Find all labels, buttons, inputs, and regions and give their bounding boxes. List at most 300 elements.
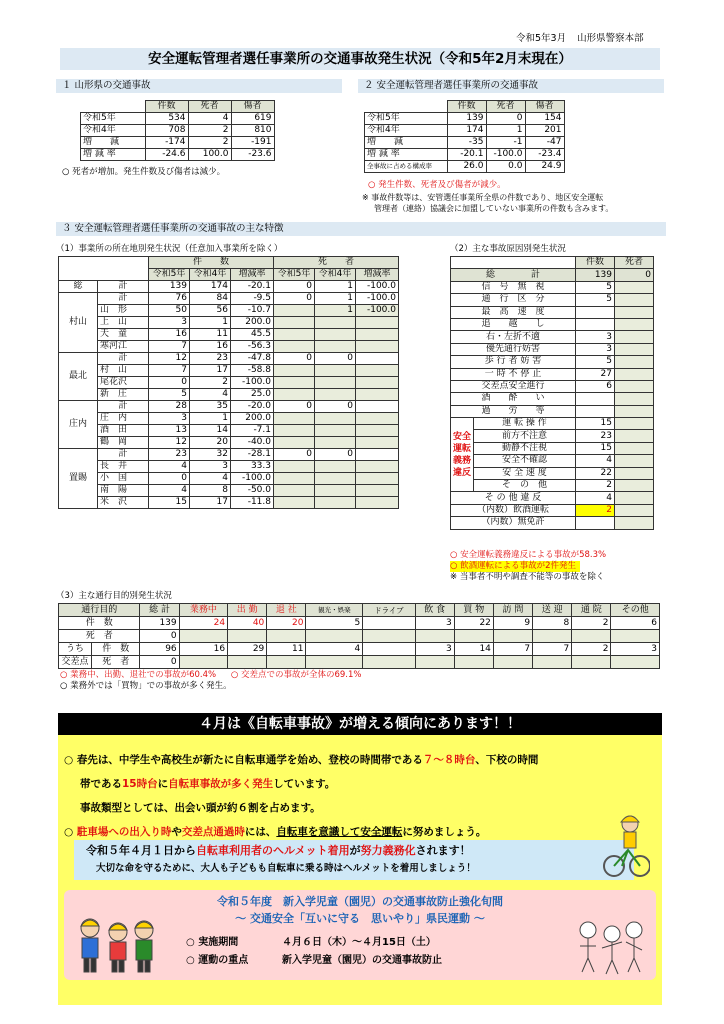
cell: 死者 xyxy=(615,257,654,269)
cause-note1: ○ 安全運転義務違反による事故が58.3% xyxy=(450,550,607,560)
cell: （内数）無免許 xyxy=(451,517,576,529)
cell: 計 xyxy=(98,353,149,365)
cell: 2 xyxy=(188,125,231,137)
campaign-details xyxy=(186,934,442,970)
table-row xyxy=(59,630,660,643)
cell xyxy=(356,401,399,413)
cell xyxy=(533,656,572,669)
cell xyxy=(356,377,399,389)
cell: 100.0 xyxy=(188,149,231,161)
cell: 200.0 xyxy=(231,413,274,425)
sec1-table xyxy=(80,100,275,161)
cell: 計 xyxy=(98,401,149,413)
table-row xyxy=(59,389,399,401)
table-row xyxy=(451,294,654,306)
cell: 長 井 xyxy=(98,461,149,473)
table-row xyxy=(59,317,399,329)
cell xyxy=(274,437,315,449)
cell: 自転車を意識して安全運転 xyxy=(276,826,403,838)
cell: 努力義務化 xyxy=(360,844,416,857)
cell: が xyxy=(349,844,361,857)
cell xyxy=(576,306,615,318)
cell: 一 時 不 停 止 xyxy=(451,368,576,380)
cell xyxy=(493,630,532,643)
cell: 計 xyxy=(98,281,149,293)
cell: 0 xyxy=(315,353,356,365)
cell: 件 数 xyxy=(59,617,140,630)
cell: 2 xyxy=(188,137,231,149)
cell: 15 xyxy=(576,418,615,430)
cell xyxy=(315,437,356,449)
table-row xyxy=(81,137,275,149)
cell: -100.0 xyxy=(356,281,399,293)
cell: 0 xyxy=(149,377,190,389)
cell: 28 xyxy=(149,401,190,413)
cell xyxy=(267,630,306,643)
table-row xyxy=(451,492,654,504)
cell: 0 xyxy=(140,656,179,669)
cell: 40 xyxy=(228,617,267,630)
cell: 4 xyxy=(188,113,231,125)
table-row xyxy=(451,480,654,492)
cell: しています。 xyxy=(273,778,336,790)
cell: 810 xyxy=(231,125,274,137)
cell: 安全不確認 xyxy=(474,455,576,467)
table-row xyxy=(59,473,399,485)
cell: 29 xyxy=(228,643,267,656)
cell xyxy=(274,329,315,341)
cell: 5 xyxy=(576,281,615,293)
cell: 2 xyxy=(576,480,615,492)
cell: 6 xyxy=(576,380,615,392)
cell: 76 xyxy=(149,293,190,305)
table-row xyxy=(365,125,565,137)
cell: 通行目的 xyxy=(59,604,140,617)
cell: 観光・娯楽 xyxy=(306,604,363,617)
table-row xyxy=(59,617,660,630)
table-row xyxy=(451,331,654,343)
cell: 14 xyxy=(190,425,231,437)
cell: ７～８時台 xyxy=(422,754,476,766)
cell xyxy=(572,656,611,669)
cell: -56.3 xyxy=(231,341,274,353)
cell: 17 xyxy=(190,497,231,509)
cell: -9.5 xyxy=(231,293,274,305)
campaign-title: 令和５年度 新入学児童（園児）の交通事故防止強化旬間 xyxy=(217,895,503,908)
cell: ４月６日（木）～４月15日（土） xyxy=(282,937,436,948)
cell: 3 xyxy=(190,461,231,473)
table-row xyxy=(365,149,565,161)
table-row xyxy=(451,418,654,430)
cell xyxy=(274,377,315,389)
cell: 村 山 xyxy=(98,365,149,377)
cell xyxy=(315,497,356,509)
table-row xyxy=(451,318,654,330)
cell: -100.0 xyxy=(486,149,525,161)
table-row xyxy=(365,161,565,173)
cell: 0 xyxy=(315,449,356,461)
cell: 25.0 xyxy=(231,389,274,401)
cell: 令和5年 xyxy=(274,269,315,281)
cell: 件 数 xyxy=(149,257,274,269)
cell: 令和5年 xyxy=(149,269,190,281)
purpose-notes xyxy=(60,670,361,692)
cell: ○ 春先は、中学生や高校生が新たに自転車通学を始め、登校の時間帯である xyxy=(64,754,423,766)
table-row xyxy=(451,368,654,380)
cell: 山 形 xyxy=(98,305,149,317)
cell xyxy=(274,461,315,473)
cell xyxy=(179,630,227,643)
cell: 22 xyxy=(576,467,615,479)
table-row xyxy=(451,405,654,417)
cell: 歩 行 者 妨 害 xyxy=(451,356,576,368)
cell xyxy=(356,341,399,353)
table-row xyxy=(59,401,399,413)
cell: 0 xyxy=(274,449,315,461)
cell: -100.0 xyxy=(356,293,399,305)
table-row xyxy=(451,306,654,318)
cell: 4 xyxy=(306,643,363,656)
cell xyxy=(356,353,399,365)
cell: ○ 実施期間 xyxy=(186,937,239,948)
cell: -35 xyxy=(447,137,486,149)
cell: 増 減 率 xyxy=(365,149,448,161)
cell xyxy=(454,656,493,669)
cell: 534 xyxy=(145,113,188,125)
cell: 死 者 xyxy=(92,656,140,669)
cell xyxy=(363,630,415,643)
cell: 計 xyxy=(98,449,149,461)
sec3-sub2: （2）主な事故原因別発生状況 xyxy=(450,244,566,254)
cell: 5 xyxy=(149,389,190,401)
cell xyxy=(274,365,315,377)
cell: 1 xyxy=(315,281,356,293)
cell: 15 xyxy=(149,497,190,509)
cell: 11 xyxy=(190,329,231,341)
cell: 小 国 xyxy=(98,473,149,485)
cell: 16 xyxy=(179,643,227,656)
cell: 1 xyxy=(190,413,231,425)
bike-text xyxy=(64,748,660,844)
cell: 令和5年 xyxy=(81,113,146,125)
cell: 96 xyxy=(140,643,179,656)
cell: 0.0 xyxy=(486,161,525,173)
cell xyxy=(611,656,660,669)
cell: 訪 問 xyxy=(493,604,532,617)
table-row xyxy=(451,343,654,355)
cell: -100.0 xyxy=(231,377,274,389)
cell xyxy=(274,497,315,509)
cell: ○ 運動の重点 xyxy=(186,955,249,966)
cell: 通 行 区 分 xyxy=(451,294,576,306)
col-head: 死者 xyxy=(486,101,525,113)
cell xyxy=(576,405,615,417)
cell: -47.8 xyxy=(231,353,274,365)
cell xyxy=(315,341,356,353)
cell: 0 xyxy=(315,401,356,413)
cell: 2 xyxy=(572,617,611,630)
cell: -1 xyxy=(486,137,525,149)
cell: 0 xyxy=(274,353,315,365)
cell: 米 沢 xyxy=(98,497,149,509)
cell: 201 xyxy=(525,125,564,137)
cell: 追 越 し xyxy=(451,318,576,330)
cell: 32 xyxy=(190,449,231,461)
helmet-line2: 大切な命を守るために、大人も子どもも自転車に乗る時はヘルメットを着用しましょう！ xyxy=(96,863,476,874)
cell xyxy=(356,329,399,341)
cell: 16 xyxy=(190,341,231,353)
cell: 令和4年 xyxy=(315,269,356,281)
cell: には、 xyxy=(244,826,277,838)
header-date: 令和5年3月 xyxy=(516,33,567,44)
table-row xyxy=(451,467,654,479)
cell xyxy=(306,656,363,669)
cell: 23 xyxy=(576,430,615,442)
cell: 安 全 速 度 xyxy=(474,467,576,479)
cell: 1 xyxy=(315,293,356,305)
table-row xyxy=(451,442,654,454)
cell: 7 xyxy=(493,643,532,656)
cell: 自転車利用者のヘルメット着用 xyxy=(196,844,350,857)
cell: 酒 酔 い xyxy=(451,393,576,405)
cell xyxy=(315,377,356,389)
cell: 5 xyxy=(576,294,615,306)
cell: 新 庄 xyxy=(98,389,149,401)
table-row xyxy=(59,293,399,305)
cell: 2 xyxy=(572,643,611,656)
cell: -100.0 xyxy=(356,305,399,317)
cell: 送 迎 xyxy=(533,604,572,617)
table-row xyxy=(59,643,660,656)
cell xyxy=(274,317,315,329)
col-head: 傷者 xyxy=(231,101,274,113)
cell: -100.0 xyxy=(231,473,274,485)
cell xyxy=(315,365,356,377)
cell: 2 xyxy=(190,377,231,389)
col-head: 傷者 xyxy=(525,101,564,113)
cell: 7 xyxy=(149,365,190,377)
cell xyxy=(356,413,399,425)
cell: 3 xyxy=(576,343,615,355)
cell: 33.3 xyxy=(231,461,274,473)
cell: 7 xyxy=(533,643,572,656)
cell: 24.9 xyxy=(525,161,564,173)
campaign-sub: ～ 交通安全「互いに守る 思いやり」県民運動 ～ xyxy=(235,912,485,925)
cell: 南 陽 xyxy=(98,485,149,497)
cell: に努めましょう。 xyxy=(402,826,487,838)
children-illustration-left xyxy=(72,912,162,978)
cell xyxy=(315,473,356,485)
cell: 最 高 速 度 xyxy=(451,306,576,318)
table-row xyxy=(59,365,399,377)
table-row xyxy=(451,356,654,368)
cell xyxy=(493,656,532,669)
cell: 3 xyxy=(149,317,190,329)
cell: 信 号 無 視 xyxy=(451,281,576,293)
cell: 全事故に占める構成率 xyxy=(365,161,448,173)
cell: 出 勤 xyxy=(228,604,267,617)
sec2-note2: ※ 事故件数等は、安管選任事業所全県の件数であり、地区安全運転 xyxy=(362,193,604,202)
cell: -24.6 xyxy=(145,149,188,161)
cell xyxy=(315,389,356,401)
cell: 4 xyxy=(190,389,231,401)
cell xyxy=(356,461,399,473)
bike-banner: ４月は《自転車事故》が増える傾向にあります！！ xyxy=(58,713,662,735)
cell: -10.7 xyxy=(231,305,274,317)
cell: 事故類型としては、出会い頭が約６割を占めます。 xyxy=(80,802,321,814)
cell xyxy=(315,461,356,473)
cell xyxy=(315,317,356,329)
cell: されます！ xyxy=(415,844,471,857)
cell: 新入学児童（園児）の交通事故防止 xyxy=(282,955,442,966)
cell: 174 xyxy=(447,125,486,137)
cell xyxy=(533,630,572,643)
cell: そ の 他 xyxy=(474,480,576,492)
cell: -58.8 xyxy=(231,365,274,377)
sec2-table xyxy=(364,100,565,173)
cell: 24 xyxy=(179,617,227,630)
cell xyxy=(274,413,315,425)
cell: ドライブ xyxy=(363,604,415,617)
cell xyxy=(267,656,306,669)
cell: 20 xyxy=(190,437,231,449)
cell: 5 xyxy=(306,617,363,630)
cell xyxy=(454,630,493,643)
cause-note3: ※ 当事者不明や調査不能等の事故を除く xyxy=(450,572,605,582)
cell xyxy=(274,485,315,497)
table-row xyxy=(59,353,399,365)
cell: 業務中 xyxy=(179,604,227,617)
table-row xyxy=(59,461,399,473)
table-row xyxy=(59,329,399,341)
cell: 12 xyxy=(149,437,190,449)
table-row xyxy=(59,656,660,669)
cell: -20.1 xyxy=(231,281,274,293)
purpose-note-b: ○ 交差点での事故が全体の69.1% xyxy=(230,670,362,680)
cell: ○ xyxy=(64,826,77,838)
cell xyxy=(228,656,267,669)
area-table xyxy=(58,256,399,509)
cell: 8 xyxy=(533,617,572,630)
cell xyxy=(415,630,454,643)
table-row xyxy=(81,113,275,125)
cell: 17 xyxy=(190,365,231,377)
cell: 139 xyxy=(576,269,615,281)
sec3-sub1: （1）事業所の所在地別発生状況（任意加入事業所を除く） xyxy=(56,244,283,254)
cell: 4 xyxy=(149,461,190,473)
cell: 15 xyxy=(576,442,615,454)
cell: 0 xyxy=(486,113,525,125)
cell: 13 xyxy=(149,425,190,437)
cell: 交差点通過時 xyxy=(181,826,245,838)
cell: 35 xyxy=(190,401,231,413)
cyclist-illustration xyxy=(600,810,650,880)
cell: 0 xyxy=(149,473,190,485)
cell: 飲 食 xyxy=(415,604,454,617)
cell: 200.0 xyxy=(231,317,274,329)
table-row xyxy=(451,455,654,467)
cell: 上 山 xyxy=(98,317,149,329)
cell xyxy=(274,425,315,437)
cell: 前方不注意 xyxy=(474,430,576,442)
cell: -174 xyxy=(145,137,188,149)
cell: 天 童 xyxy=(98,329,149,341)
cell: 退 社 xyxy=(267,604,306,617)
cell: -23.4 xyxy=(525,149,564,161)
cell xyxy=(274,389,315,401)
cell: 庄 内 xyxy=(98,413,149,425)
table-row xyxy=(59,281,399,293)
cell: 6 xyxy=(611,617,660,630)
table-row xyxy=(365,113,565,125)
cell xyxy=(363,656,415,669)
cell: -7.1 xyxy=(231,425,274,437)
sec3-sub3: （3）主な通行目的別発生状況 xyxy=(56,591,172,601)
cell: 4 xyxy=(576,492,615,504)
cell xyxy=(356,485,399,497)
cell: 優先通行妨害 xyxy=(451,343,576,355)
cell: 154 xyxy=(525,113,564,125)
cell xyxy=(576,318,615,330)
cell: 15時台 xyxy=(122,778,158,790)
cell: 最北 xyxy=(59,353,98,401)
sec2-note3: 管理者（連絡）協議会に加盟していない事業所の件数も含みます。 xyxy=(374,204,614,213)
cell: 0 xyxy=(274,401,315,413)
cell: 増 減 率 xyxy=(81,149,146,161)
cell: 8 xyxy=(190,485,231,497)
cell: 23 xyxy=(190,353,231,365)
purpose-note-a: ○ 業務中、出勤、退社での事故が60.4% xyxy=(60,670,217,680)
table-row xyxy=(59,341,399,353)
cell xyxy=(611,630,660,643)
cell xyxy=(356,497,399,509)
cell: 令和5年 xyxy=(365,113,448,125)
cell: 7 xyxy=(149,341,190,353)
cell: 庄内 xyxy=(59,401,98,449)
cell: 3 xyxy=(576,331,615,343)
cell xyxy=(356,425,399,437)
cell xyxy=(274,473,315,485)
table-row xyxy=(81,149,275,161)
table-row xyxy=(59,437,399,449)
cell xyxy=(179,656,227,669)
cell: 84 xyxy=(190,293,231,305)
table-row xyxy=(59,413,399,425)
cell: 右・左折不適 xyxy=(451,331,576,343)
cell: 27 xyxy=(576,368,615,380)
cell xyxy=(356,389,399,401)
cell: 9 xyxy=(493,617,532,630)
cell: うち xyxy=(59,643,92,656)
cell: -28.1 xyxy=(231,449,274,461)
cell: -40.0 xyxy=(231,437,274,449)
cell: 3 xyxy=(611,643,660,656)
cell: 5 xyxy=(576,356,615,368)
cell: 1 xyxy=(486,125,525,137)
purpose-note-c: ○ 業務外では「買物」での事故が多く発生。 xyxy=(60,681,232,691)
cell: 総 xyxy=(59,281,98,293)
cell: -23.6 xyxy=(231,149,274,161)
cell: 、下校の時間 xyxy=(475,754,539,766)
cell: 買 物 xyxy=(454,604,493,617)
cell: 件 数 xyxy=(92,643,140,656)
cell: 増 減 xyxy=(81,137,146,149)
header-date-org xyxy=(516,30,644,44)
cell: -11.8 xyxy=(231,497,274,509)
cell: 4 xyxy=(149,485,190,497)
cell: 自転車事故が多く発生 xyxy=(168,778,274,790)
table-row xyxy=(451,380,654,392)
